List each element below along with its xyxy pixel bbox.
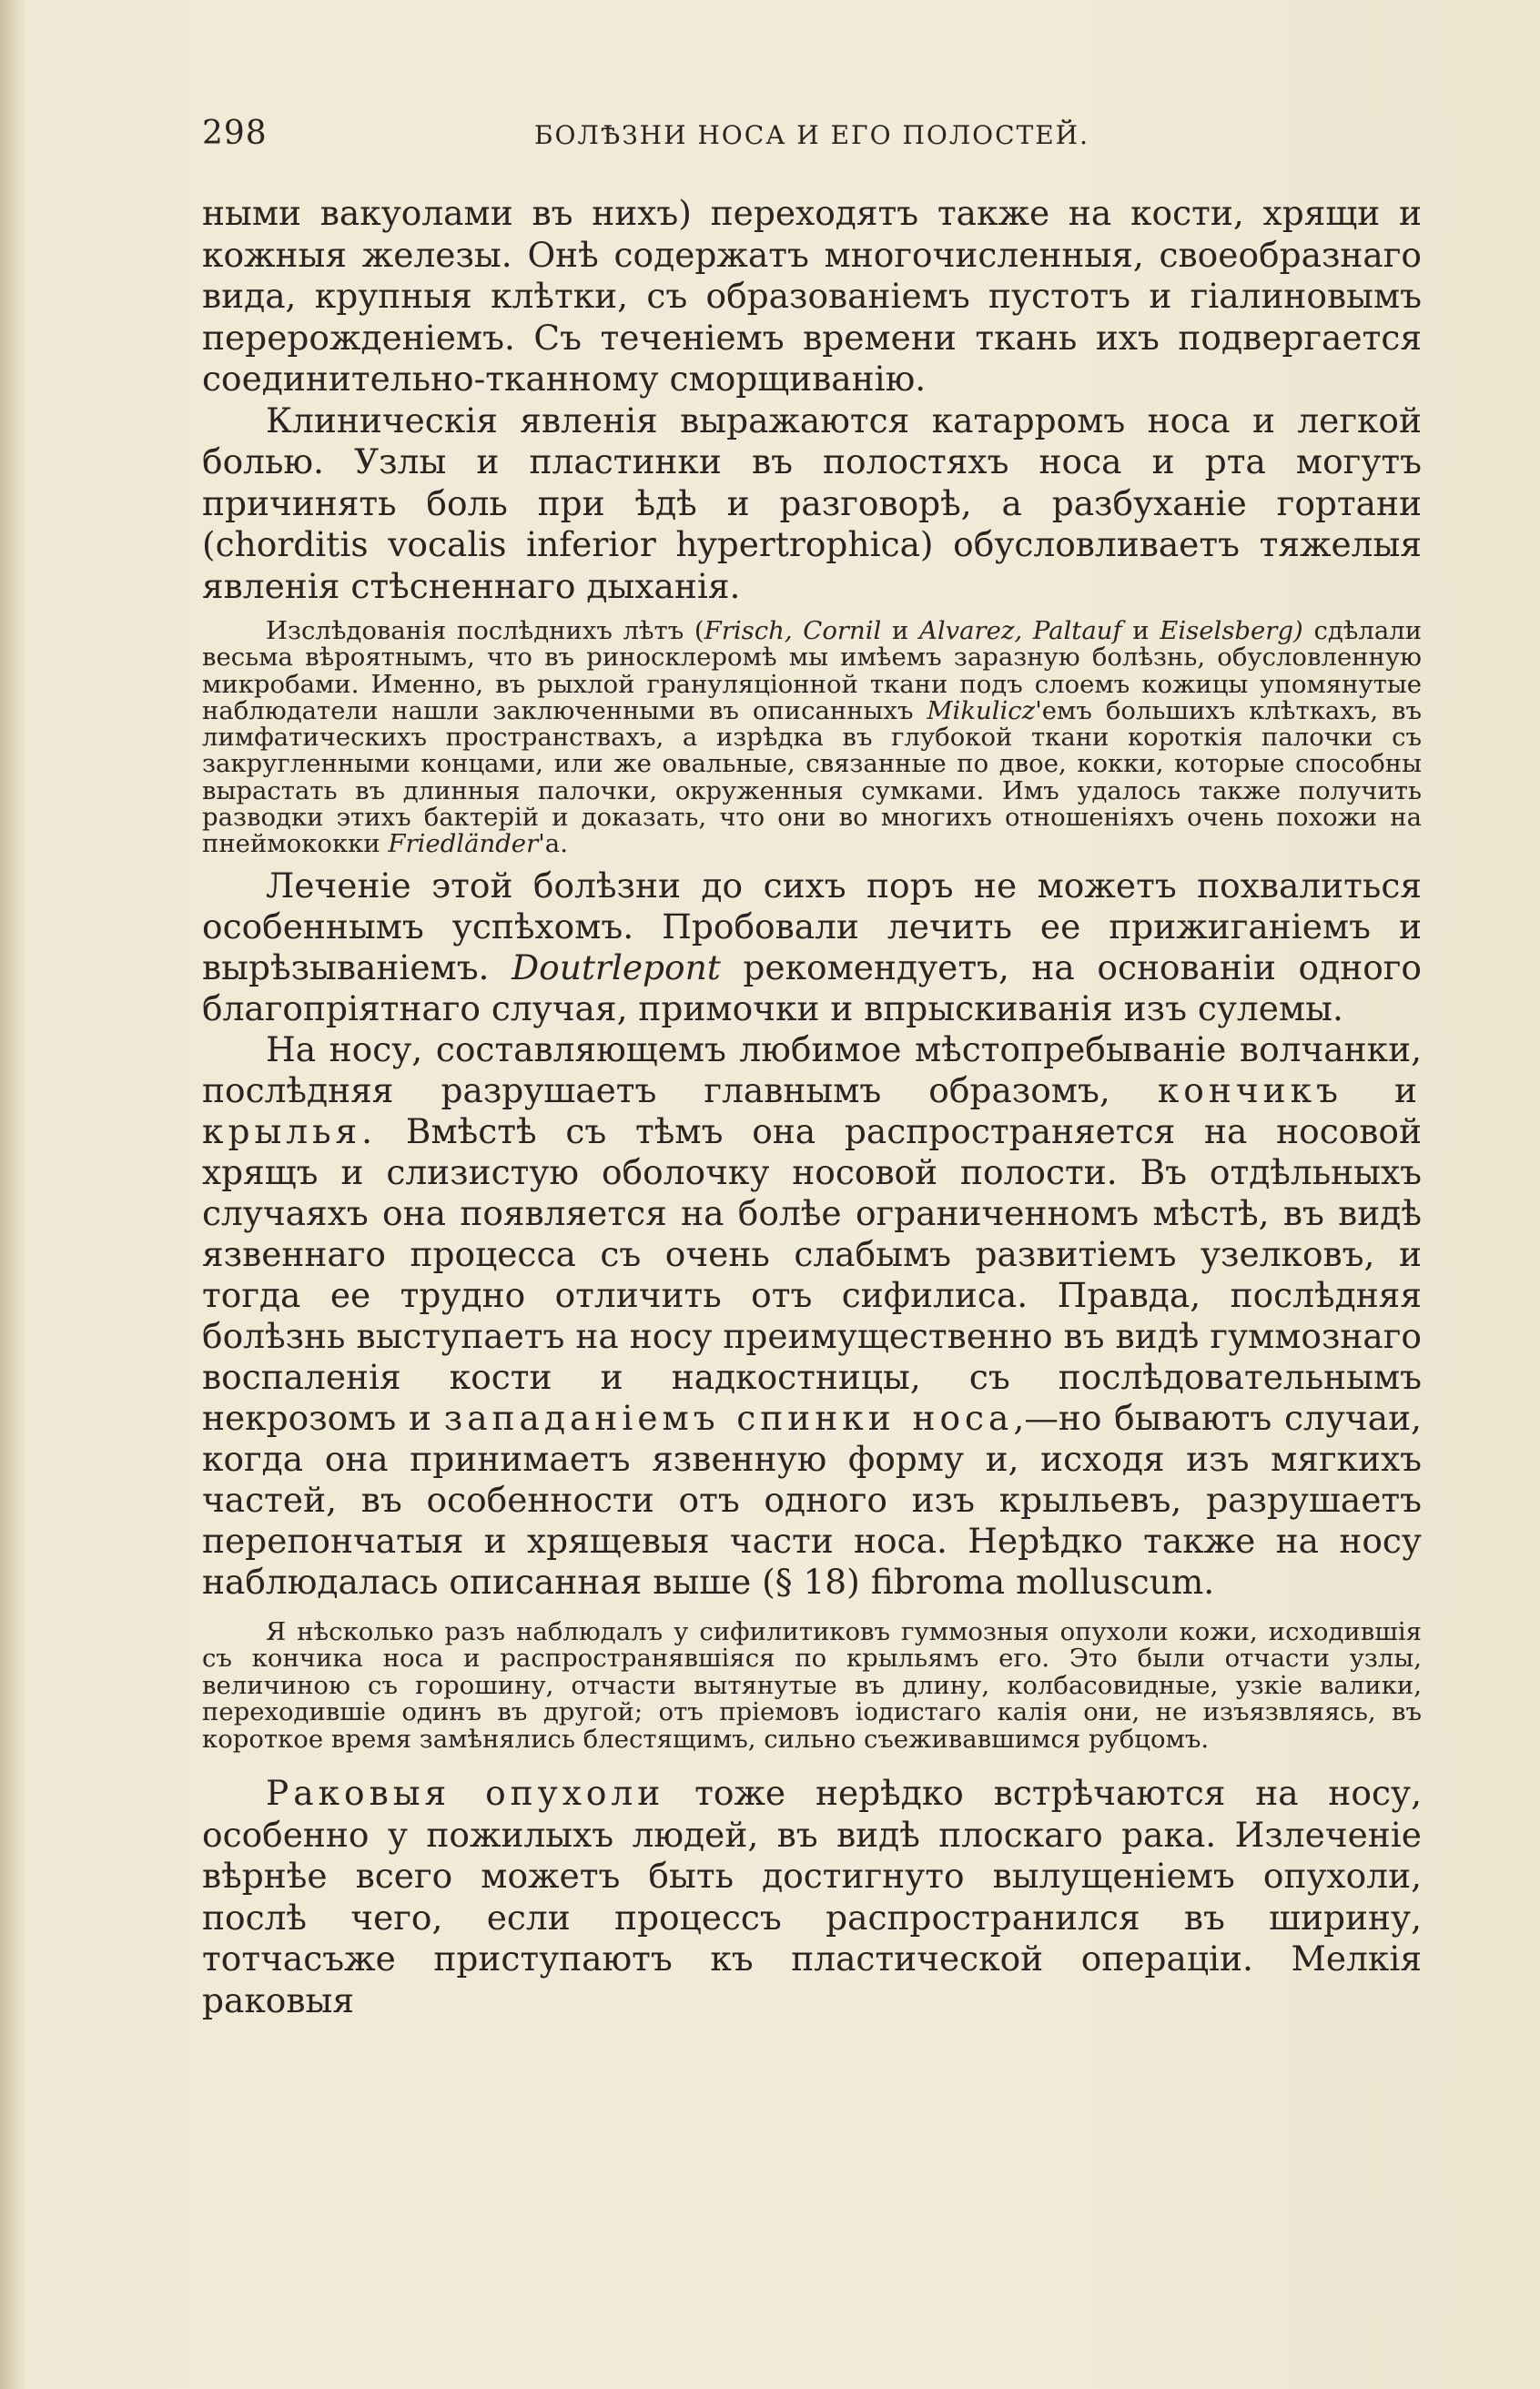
p3-text-b: рекомендуетъ, на основаніи одного благопріятнаго случая, примочки и впрыскиванія изъ сулемы. — [202, 946, 1422, 1028]
paragraph-1: ными вакуолами въ нихъ) переходятъ также на кости, хрящи и кожныя железы. Онѣ содержатъ многочисленныя, своеобразнаго вида, крупныя клѣтки, съ образованіемъ пустотъ и гіалиновымъ перерожденіемъ. Съ теченіемъ времени ткань ихъ подвергается соединительно-тканному сморщиванію. — [202, 193, 1422, 399]
p3-author: Doutrlepont — [512, 946, 721, 987]
page-header — [202, 115, 1422, 160]
p4-text-c: ,—но бываютъ случаи, когда она принимаетъ язвенную форму и, исходя изъ мягкихъ частей, въ особенности отъ одного изъ крыльевъ, разрушаетъ перепончатыя и хрящевыя части носа. Нерѣдко также на носу наблюдалась описанная выше (§ 18) fibroma molluscum. — [202, 1397, 1422, 1602]
p4-spaced-2: западаніемъ спинки носа — [443, 1397, 1014, 1438]
paragraph-5 — [202, 1773, 1422, 2021]
note1-text-d: сдѣлали весьма вѣроятнымъ, что въ риносклеромѣ мы имѣемъ заразную болѣзнь, обусловленную микробами. Именно, въ рыхлой грануляціонной ткани подъ слоемъ кожицы упомянутые наблюдатели нашли заключенными въ описанныхъ — [202, 616, 1423, 725]
note1-authors-2: Alvarez, Paltauf — [918, 616, 1122, 645]
note1-mikulicz: Mikulicz — [927, 695, 1036, 725]
p4-spaced-1: кончикъ и крылья. — [202, 1069, 1422, 1151]
note1-text-a: Изслѣдованія послѣднихъ лѣтъ ( — [266, 616, 704, 645]
note1-text-b: и — [881, 616, 919, 645]
note1-authors-3: Eiselsberg) — [1160, 616, 1303, 645]
page-number: 298 — [202, 115, 268, 152]
note1-friedlander: Friedländer — [388, 829, 539, 859]
p4-text-b: Вмѣстѣ съ тѣмъ она распространяется на носовой хрящъ и слизистую оболочку носовой полости. Въ отдѣльныхъ случаяхъ она появляется на болѣе ограниченномъ мѣстѣ, въ видѣ язвеннаго процесса съ очень слабымъ развитіемъ узелковъ, и тогда ее трудно отличить отъ сифилиса. Правда, послѣдняя болѣзнь выступаетъ на носу преимущественно въ видѣ гуммознаго воспаленія кости и надкостницы, съ послѣдовательнымъ некрозомъ и — [202, 1110, 1422, 1438]
p4-text-a: На носу, составляющемъ любимое мѣстопребываніе волчанки, послѣдняя разрушаетъ главнымъ образомъ, — [202, 1028, 1422, 1110]
paragraph-4 — [202, 1029, 1422, 1603]
note1-authors-1: Frisch, Cornil — [704, 616, 882, 645]
note1-text-c: и — [1121, 616, 1160, 645]
paragraph-2: Клиническія явленія выражаются катарромъ носа и легкой болью. Узлы и пластинки въ полостяхъ носа и рта могутъ причинять боль при ѣдѣ и разговорѣ, а разбуханіе гортани (chorditis vocalis inferior hypertrophica) обусловливаетъ тяжелыя явленія стѣсненнаго дыханія. — [202, 400, 1422, 606]
footnote-syphilis: Я нѣсколько разъ наблюдалъ у сифилитиковъ гуммозныя опухоли кожи, исходившія съ кончика носа и распространявшіяся по крыльямъ его. Это были отчасти узлы, величиною съ горошину, отчасти вытянутые въ длину, колбасовидные, узкіе валики, переходившіе одинъ въ другой; отъ пріемовъ іодистаго калія они, не изъязвляясь, въ короткое время замѣнялись блестящимъ, сильно съеживавшимся рубцомъ. — [202, 1616, 1422, 1754]
note1-text-e: 'емъ большихъ клѣткахъ, въ лимфатическихъ пространствахъ, а изрѣдка въ глубокой ткани короткія палочки съ закругленными концами, или же овальные, связанные по двое, кокки, которые способны вырастать въ длинныя палочки, окруженныя сумками. Имъ удалось также получить разводки этихъ бактерій и доказать, что они во многихъ отношеніяхъ очень похожи на пнеймококки — [202, 695, 1422, 859]
paragraph-3 — [202, 866, 1422, 1029]
binding-shadow — [0, 0, 25, 2389]
running-title: БОЛѢЗНИ НОСА И ЕГО ПОЛОСТЕЙ. — [533, 120, 1089, 150]
p5-text-a: тоже нерѣдко встрѣчаются на носу, особенно у пожилыхъ людей, въ видѣ плоскаго рака. Излеченіе вѣрнѣе всего можетъ быть достигнуто вылущеніемъ опухоли, послѣ чего, если процессъ распространился въ ширину, тотчасъже приступаютъ къ пластической операціи. Мелкія раковыя — [202, 1773, 1422, 2020]
note1-text-f: 'а. — [538, 829, 568, 859]
p5-spaced: Раковыя опухоли — [266, 1773, 665, 1814]
footnote-research — [202, 618, 1422, 858]
p3-text-a: Леченіе этой болѣзни до сихъ поръ не можетъ похвалиться особеннымъ успѣхомъ. Пробовали лечить ее прижиганіемъ и вырѣзываніемъ. — [202, 865, 1422, 987]
body-text — [202, 193, 1422, 2021]
